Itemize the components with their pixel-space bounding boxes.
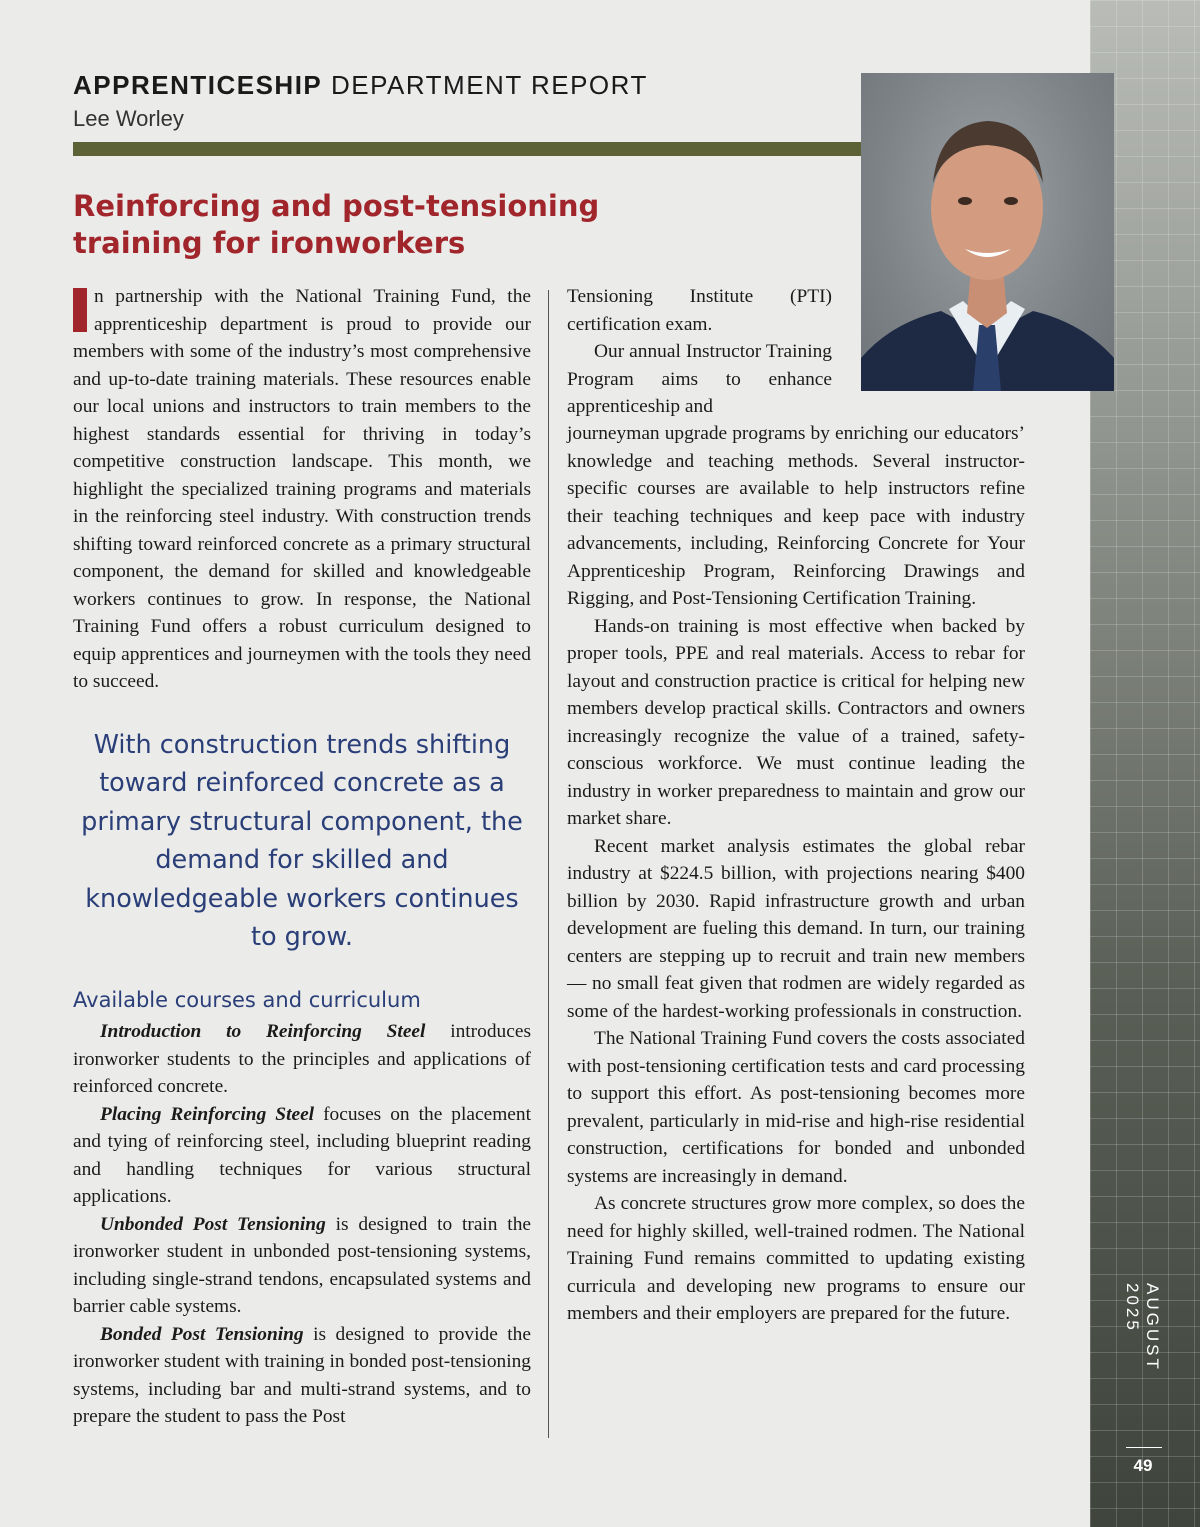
- intro-text: n partnership with the National Training Fund, the apprenticeship department is proud to provide our members with some of the industry’s most comprehensive and up-to-date training materials. These resources enable our local unions and instructors to train members to the highest standards essential for thriving in today’s competitive construction landscape. This month, we highlight the specialized training programs and materials in the reinforcing steel industry. With construction trends shifting toward reinforced concrete as a primary structural component, the demand for skilled and knowledgeable workers continues to grow. In response, the National Training Fund offers a robust curriculum designed to equip apprentices and journeymen with the tools they need to succeed.: [73, 286, 531, 692]
- headline-line-1: Reinforcing and post-tensioning: [73, 189, 600, 223]
- course-title: Placing Reinforcing Steel: [100, 1103, 315, 1125]
- course-paragraph: [73, 1101, 531, 1211]
- column-divider: [548, 290, 549, 1438]
- author-photo: [861, 73, 1114, 391]
- intro-paragraph: [73, 283, 531, 696]
- course-paragraph: [73, 1321, 531, 1431]
- headline-line-2: training for ironworkers: [73, 226, 466, 260]
- report-label: DEPARTMENT REPORT: [331, 70, 648, 100]
- body-paragraph: The National Training Fund covers the costs associated with post-tensioning certification tests and card processing to support this effort. As post-tensioning becomes more prevalent, particularly in mid-rise and high-rise residential construction, certifications for bonded and unbonded systems are increasingly in demand.: [567, 1028, 1025, 1187]
- course-description: is designed to train the ironworker student in unbonded post-tensioning systems, including single-strand tendons, encapsulated systems and barrier cable systems.: [73, 1213, 532, 1317]
- course-paragraph: [73, 1018, 531, 1101]
- column-left: [73, 283, 531, 1431]
- article-headline: [73, 188, 673, 262]
- page-number: 49: [1133, 1456, 1153, 1475]
- course-description: focuses on the placement and tying of reinforcing steel, including blueprint reading and handling techniques for various structural applications.: [73, 1103, 531, 1207]
- drop-cap: [73, 288, 87, 332]
- author-portrait-illustration: [861, 73, 1114, 391]
- author-name: Lee Worley: [73, 106, 184, 131]
- column-right: [567, 420, 1025, 1328]
- page-number-rule: [1126, 1447, 1162, 1448]
- course-title: Bonded Post Tensioning: [100, 1323, 304, 1345]
- body-paragraph: Recent market analysis estimates the global rebar industry at $224.5 billion, with projections nearing $400 billion by 2030. Rapid infrastructure growth and urban development are fueling this demand. In turn, our training centers are stepping up to recruit and train new members — no small feat given that rodmen are widely regarded as some of the hardest-working professionals in construction.: [567, 835, 1025, 1022]
- department-name: APPRENTICESHIP: [73, 70, 323, 100]
- header-rule: [73, 142, 863, 156]
- body-paragraph: As concrete structures grow more complex, so does the need for highly skilled, well-trained rodmen. The National Training Fund remains committed to updating existing curricula and developing new programs to ensure our members and their employers are prepared for the future.: [567, 1193, 1025, 1324]
- paragraph-continued: Tensioning Institute (PTI) certification exam.: [567, 286, 832, 335]
- course-description: is designed to provide the ironworker student with training in bonded post-tensioning systems, including bar and multi-strand systems, and to prepare the student to pass the Post: [73, 1323, 531, 1427]
- issue-date: AUGUST 2025: [1123, 1283, 1162, 1372]
- course-paragraph: [73, 1211, 531, 1321]
- instructor-paragraph-end: journeyman upgrade programs by enriching our educators’ knowledge and teaching methods. Several instructor-specific courses are available to help instructors refine their teaching techniques and keep pace with industry advancements, including, Reinforcing Concrete for Your Apprenticeship Program, Reinforcing Drawings and Rigging, and Post-Tensioning Certification Training.: [567, 423, 1025, 609]
- pull-quote: With construction trends shifting toward reinforced concrete as a primary structural component, the demand for skilled and knowledgeable workers continues to grow.: [81, 729, 523, 952]
- department-header: [73, 70, 648, 101]
- courses-subhead: Available courses and curriculum: [73, 987, 421, 1012]
- course-title: Unbonded Post Tensioning: [100, 1213, 326, 1235]
- column-right-top: [567, 283, 832, 421]
- instructor-paragraph-start: Our annual Instructor Training Program aims to enhance apprenticeship and: [567, 341, 832, 417]
- body-paragraph: Hands-on training is most effective when backed by proper tools, PPE and real materials. Access to rebar for layout and construction practice is critical for helping new members develop practical skills. Contractors and owners increasingly recognize the value of a trained, safety-conscious workforce. We must continue leading the industry in worker preparedness to maintain and grow our market share.: [567, 615, 1025, 829]
- course-title: Introduction to Reinforcing Steel: [100, 1021, 426, 1042]
- course-description: introduces ironworker students to the principles and applications of reinforced concrete.: [73, 1021, 531, 1097]
